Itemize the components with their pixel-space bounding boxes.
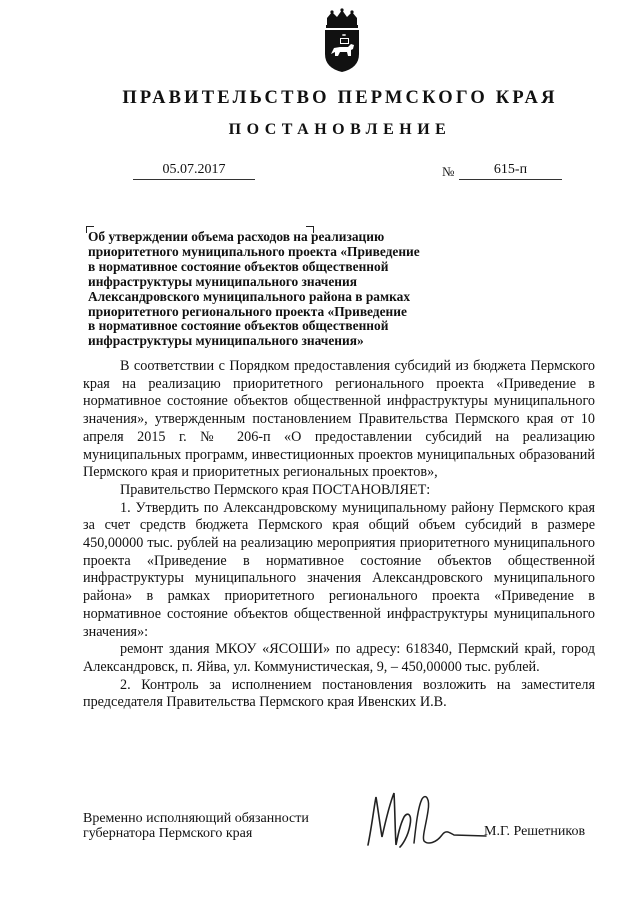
document-body — [83, 358, 595, 712]
preamble-paragraph: В соответствии с Порядком предоставления субсидий из бюджета Пермского края на реализацию приоритетного регионального проекта «Приведение в нормативное состояние объектов общественной инфраструктуры муниципального значения», утвержденным постановлением Правительства Пермского края от 10 апреля 2015 г. № 206-п «О предоставлении субсидий на реализацию муниципальных программ, инвестиционных проектов муниципальных образований Пермского края и приоритетных региональных проектов», — [83, 358, 595, 481]
document-number: 615-п — [459, 161, 562, 180]
subject-line: в нормативное состояние объектов общественной — [88, 258, 389, 274]
signatory-position — [83, 811, 309, 841]
subject-line: Александровского муниципального района в рамках — [88, 288, 411, 304]
signatory-position-line: губернатора Пермского края — [83, 826, 253, 841]
subject-line: инфраструктуры муниципального значения» — [88, 333, 364, 349]
handwritten-signature — [362, 785, 488, 855]
subject-line: в нормативное состояние объектов общественной — [88, 318, 389, 334]
document-subject — [88, 230, 488, 349]
subject-line: приоритетного муниципального проекта «Приведение — [88, 243, 420, 259]
document-date: 05.07.2017 — [133, 161, 255, 180]
signatory-position-line: Временно исполняющий обязанности — [83, 811, 309, 826]
subject-line: инфраструктуры муниципального значения — [88, 273, 357, 289]
resolves-paragraph: Правительство Пермского края ПОСТАНОВЛЯЕТ: — [120, 481, 431, 498]
item-1-paragraph: 1. Утвердить по Александровскому муниципальному району Пермского края за счет средств бюджета Пермского края общий объем субсидий в размере 450,00000 тыс. рублей на реализацию мероприятия приоритетного муниципального проекта «Приведение в нормативное состояние объектов общественной инфраструктуры муниципального значения Александровского муниципального района» в рамках приоритетного регионального проекта «Приведение в нормативное состояние объектов общественной инфраструктуры муниципального значения»: — [83, 499, 595, 640]
document-type: ПОСТАНОВЛЕНИЕ — [228, 121, 452, 138]
subject-line: Об утверждении объема расходов на реализацию — [88, 229, 385, 244]
item-2-paragraph: 2. Контроль за исполнением постановления возложить на заместителя председателя Правительства Пермского края Ивенских И.В. — [83, 676, 595, 711]
item-1-detail-paragraph: ремонт здания МКОУ «ЯСОШИ» по адресу: 618340, Пермский край, город Александровск, п. Яйва, ул. Коммунистическая, 9, – 450,00000 тыс. рублей. — [83, 641, 595, 675]
subject-line: приоритетного регионального проекта «Приведение — [88, 303, 407, 319]
number-sign: № — [442, 164, 455, 179]
signatory-name: М.Г. Решетников — [484, 824, 586, 839]
perm-krai-coat-of-arms-icon — [318, 8, 366, 74]
government-title: ПРАВИТЕЛЬСТВО ПЕРМСКОГО КРАЯ — [122, 88, 558, 108]
